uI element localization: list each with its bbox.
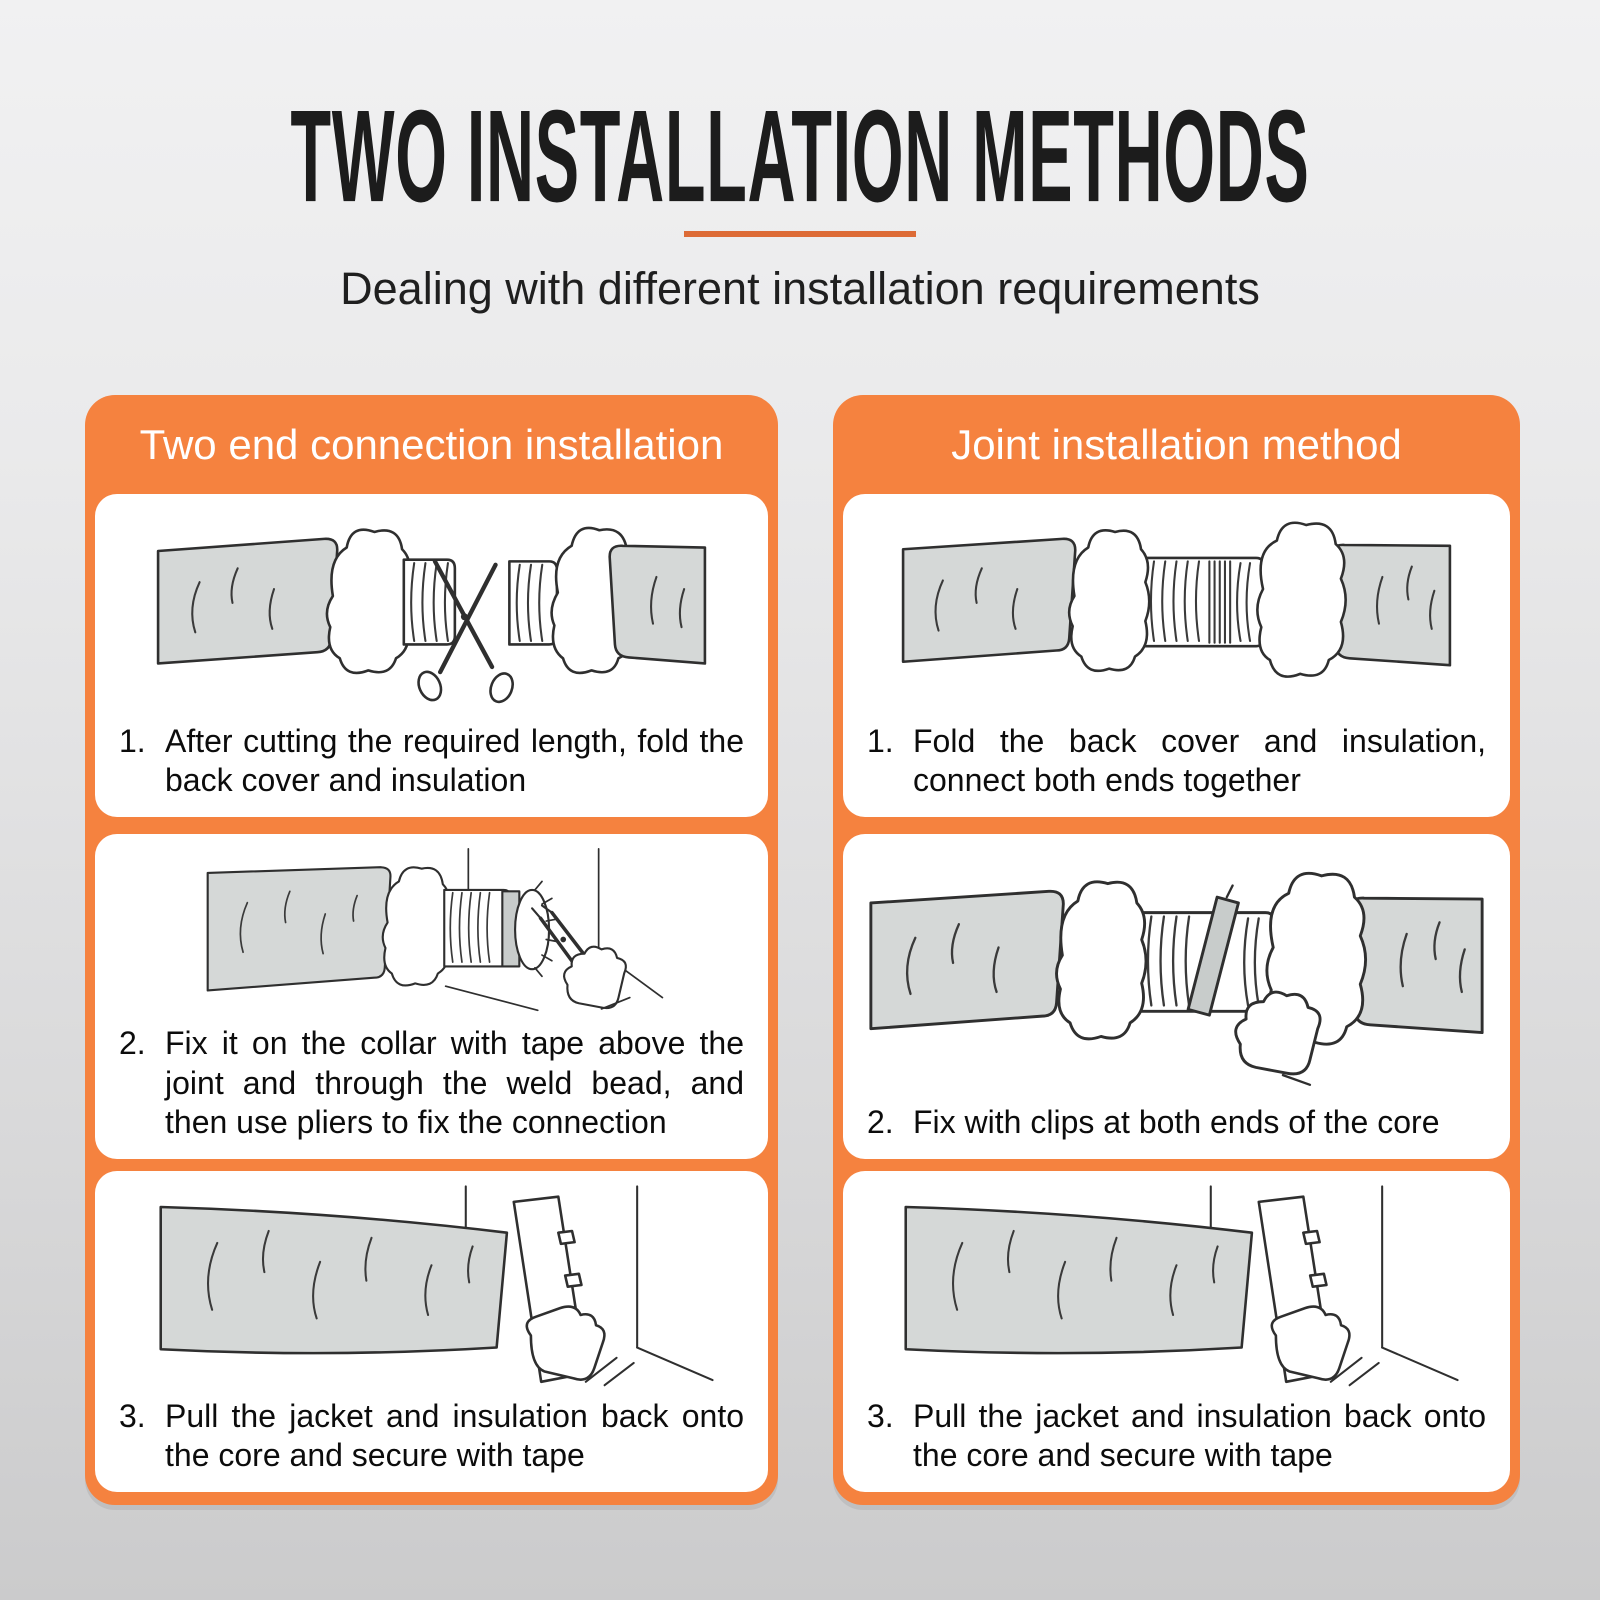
step-1-text [119,722,744,801]
step-card [95,494,768,817]
panel-two-end-connection [85,395,778,1505]
left-duct-jacket [903,539,1075,662]
step-number: 1. [867,722,894,759]
step-description: Fix with clips at both ends of the core [913,1104,1440,1141]
tape-secure-svg [119,1183,744,1389]
ends-joined-illustration [867,506,1486,714]
insulation-fold [383,867,450,985]
step-3-text [119,1397,744,1476]
panel-left-header: Two end connection installation [139,420,724,468]
tape-secure-svg [867,1183,1486,1389]
right-duct-jacket [610,546,705,664]
ends-joined-svg [867,506,1486,714]
step-description: Pull the jacket and insulation back onto the core and secure with tape [165,1397,744,1474]
left-insulation-fold [1057,882,1147,1039]
tape-secure-illustration [119,1183,744,1389]
step-description: Fix it on the collar with tape above the joint and through the weld bead, and then use pliers to fix the connection [165,1024,744,1141]
panel-right-header: Joint installation method [951,420,1402,468]
left-insulation-fold [327,530,411,673]
step-3-text [867,1397,1486,1476]
step-number: 2. [867,1104,894,1141]
hand-icon [1236,992,1320,1085]
step-description: After cutting the required length, fold the back cover and insulation [165,722,744,799]
page-subtitle: Dealing with different installation requirements [340,263,1260,314]
right-insulation-fold [1257,523,1345,677]
page-title: TWO INSTALLATION METHODS [290,83,1310,231]
left-duct-jacket [871,891,1063,1028]
step-card [843,1171,1510,1492]
right-duct-jacket [1350,898,1483,1032]
right-core [509,561,557,644]
step-card [95,834,768,1159]
tape-secure-illustration [867,1183,1486,1389]
step-card [95,1171,768,1492]
right-duct-jacket [1331,545,1450,665]
collar-pliers-svg [119,846,744,1016]
duct-jacket [161,1207,507,1353]
step-description: Fold the back cover and insulation, connect both ends together [913,722,1486,799]
exposed-core [444,890,510,966]
step-2-text [867,1103,1486,1143]
step-2-text [119,1024,744,1143]
joined-core [1144,558,1264,646]
step-number: 3. [867,1397,894,1434]
step-card [843,834,1510,1159]
panel-joint-installation [833,395,1520,1505]
step-1-text [867,722,1486,801]
duct-cut-svg [119,506,744,714]
step-number: 1. [119,722,146,759]
title-divider [684,231,916,237]
collar-pliers-illustration [119,846,744,1016]
duct-jacket [906,1207,1252,1353]
left-insulation-fold [1069,530,1149,671]
left-core [404,560,455,645]
step-number: 3. [119,1397,146,1434]
left-duct-jacket [158,539,337,664]
clip-fix-illustration [867,846,1486,1095]
clip-fix-svg [867,846,1486,1095]
step-card [843,494,1510,817]
duct-jacket [208,867,391,990]
duct-cut-illustration [119,506,744,714]
step-description: Pull the jacket and insulation back onto the core and secure with tape [913,1397,1486,1474]
step-number: 2. [119,1024,146,1061]
hand-icon [564,947,630,1009]
toothed-collar [515,881,557,976]
